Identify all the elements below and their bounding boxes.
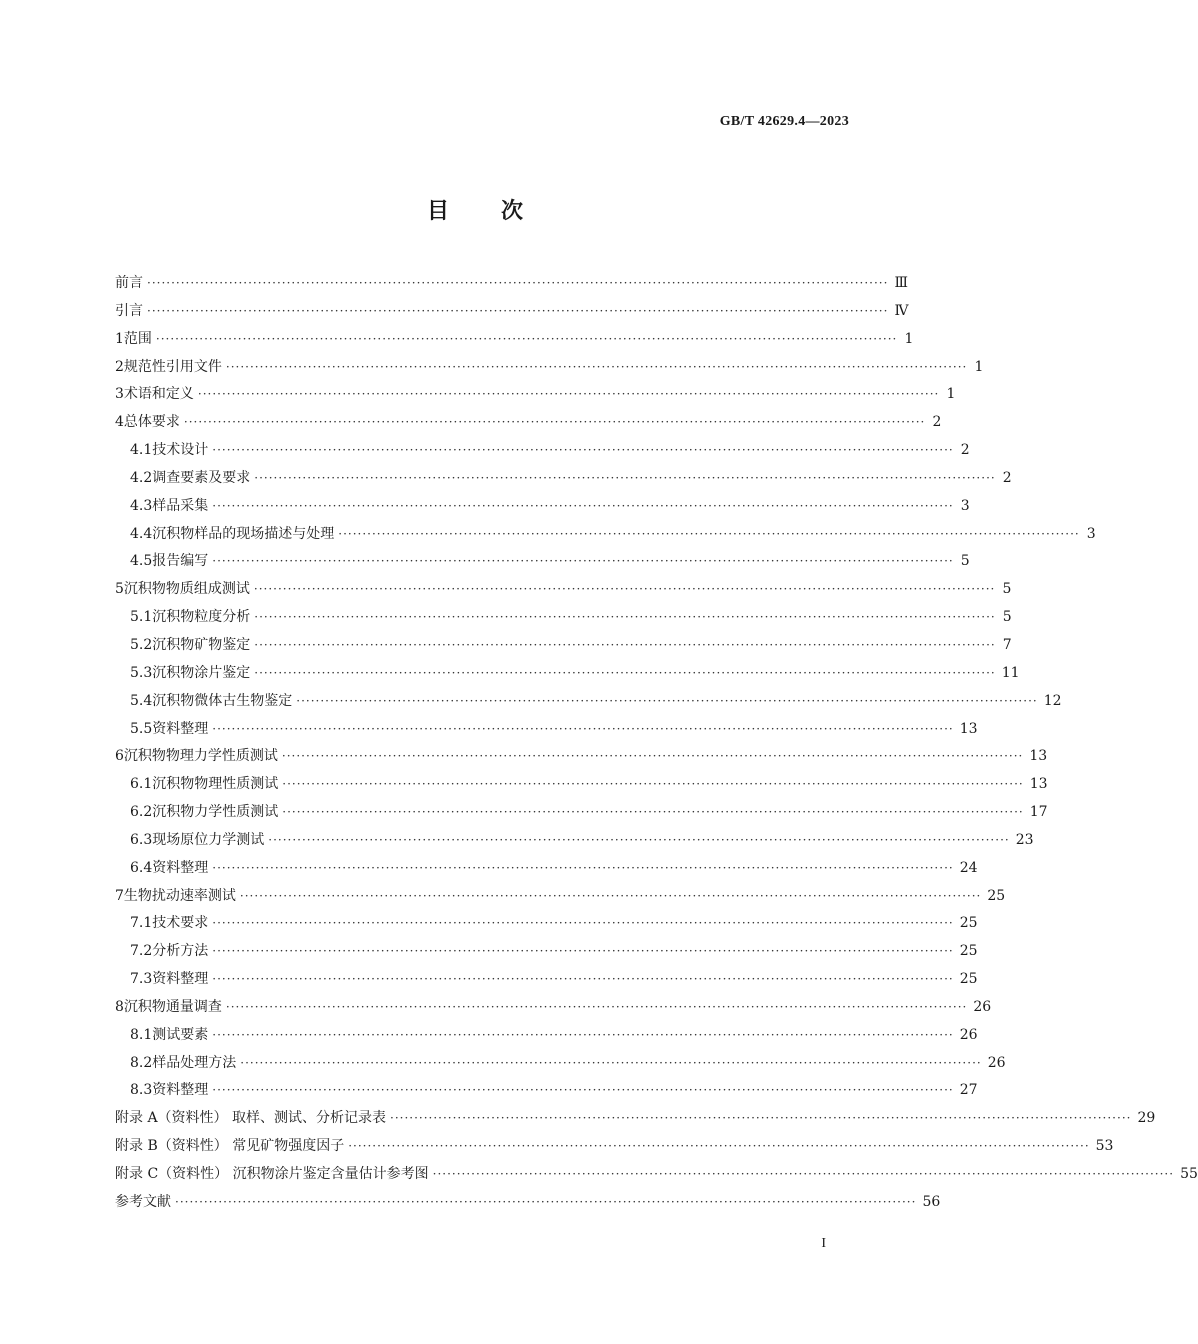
toc-entry-page: 25 xyxy=(959,971,978,988)
toc-entry-page: 25 xyxy=(987,887,1006,904)
toc-entry-page: 1 xyxy=(974,358,984,375)
toc-leader-dots xyxy=(212,1022,953,1050)
toc-entry-number: 8.3 xyxy=(130,1082,153,1099)
toc-entry-label: 参考文献 xyxy=(115,1193,171,1210)
toc-entry-number: 7.1 xyxy=(130,915,153,932)
toc-entry-label: 引言 xyxy=(115,302,143,319)
toc-entry-label: 现场原位力学测试 xyxy=(152,831,265,848)
toc-leader-dots xyxy=(240,883,981,911)
toc-entry-number: 2 xyxy=(115,358,124,375)
toc-leader-dots xyxy=(212,910,953,938)
toc-entry-page: 2 xyxy=(1002,469,1012,486)
toc-leader-dots xyxy=(212,855,953,883)
toc-leader-dots xyxy=(254,660,995,688)
toc-entry[interactable] xyxy=(115,660,1020,688)
toc-entry[interactable] xyxy=(115,632,1012,660)
toc-entry-page: 11 xyxy=(1001,664,1020,681)
toc-leader-dots xyxy=(212,1077,953,1105)
toc-entry-page: 26 xyxy=(973,998,992,1015)
toc-entry-page: 5 xyxy=(960,553,970,570)
toc-entry-page: 27 xyxy=(959,1082,978,1099)
toc-entry[interactable] xyxy=(115,381,956,409)
toc-entry-page: Ⅳ xyxy=(894,302,909,319)
toc-entry[interactable] xyxy=(115,1161,1198,1189)
toc-entry-label: 沉积物物理性质测试 xyxy=(152,776,279,793)
toc-entry[interactable] xyxy=(115,270,908,298)
toc-leader-dots xyxy=(433,1161,1174,1189)
page-number: I xyxy=(821,1236,826,1251)
toc-entry-page: Ⅲ xyxy=(894,275,908,291)
toc-entry-page: 2 xyxy=(932,414,942,431)
toc-entry[interactable] xyxy=(115,1189,941,1217)
toc-entry-number: 5.2 xyxy=(130,636,153,653)
toc-entry-label: 附录 A（资料性） 取样、测试、分析记录表 xyxy=(115,1110,387,1127)
toc-entry-page: 13 xyxy=(959,720,978,737)
toc-entry-page: 23 xyxy=(1015,831,1034,848)
toc-entry[interactable] xyxy=(115,604,1012,632)
toc-entry[interactable] xyxy=(115,966,978,994)
toc-entry-label: 沉积物物质组成测试 xyxy=(123,581,250,598)
toc-entry-label: 沉积物通量调查 xyxy=(123,998,222,1015)
toc-entry-label: 沉积物涂片鉴定 xyxy=(152,664,251,681)
toc-entry-number: 7 xyxy=(115,887,124,904)
toc-entry-label: 报告编写 xyxy=(152,553,209,570)
toc-entry-label: 样品处理方法 xyxy=(152,1054,237,1071)
toc-entry[interactable] xyxy=(115,688,1062,716)
toc-entry[interactable] xyxy=(115,994,992,1022)
toc-entry-number: 4.4 xyxy=(130,525,153,542)
toc-entry-label: 生物扰动速率测试 xyxy=(123,887,236,904)
toc-leader-dots xyxy=(282,799,1023,827)
toc-leader-dots xyxy=(268,827,1009,855)
toc-entry[interactable] xyxy=(115,354,984,382)
toc-entry-label: 范围 xyxy=(123,330,152,347)
toc-entry[interactable] xyxy=(115,1077,978,1105)
toc-entry-number: 5.4 xyxy=(130,692,153,709)
standard-code: GB/T 42629.4—2023 xyxy=(719,114,849,129)
toc-leader-dots xyxy=(282,743,1023,771)
toc-leader-dots xyxy=(212,548,953,576)
toc-leader-dots xyxy=(212,493,953,521)
toc-entry-page: 29 xyxy=(1137,1110,1156,1127)
toc-entry-page: 3 xyxy=(1086,525,1096,542)
toc-entry-page: 5 xyxy=(1002,609,1012,626)
toc-entry-number: 4.2 xyxy=(130,469,153,486)
toc-entry-page: 55 xyxy=(1180,1166,1198,1182)
toc-entry-page: 17 xyxy=(1029,804,1048,821)
toc-entry-label: 样品采集 xyxy=(152,497,209,514)
toc-entry[interactable] xyxy=(115,1022,978,1050)
toc-entry[interactable] xyxy=(115,771,1048,799)
toc-entry-page: 2 xyxy=(960,442,970,459)
toc-leader-dots xyxy=(296,688,1037,716)
toc-entry[interactable] xyxy=(115,716,978,744)
toc-entry[interactable] xyxy=(115,465,1012,493)
toc-entry-label: 规范性引用文件 xyxy=(123,358,222,375)
toc-entry-label: 资料整理 xyxy=(152,720,209,737)
toc-entry[interactable] xyxy=(115,910,978,938)
toc-entry-label: 资料整理 xyxy=(152,1082,209,1099)
toc-entry[interactable] xyxy=(115,827,1034,855)
toc-entry-label: 总体要求 xyxy=(123,414,180,431)
toc-entry-page: 24 xyxy=(959,859,978,876)
toc-entry[interactable] xyxy=(115,1105,1156,1133)
toc-leader-dots xyxy=(254,604,995,632)
toc-entry-number: 7.3 xyxy=(130,971,153,988)
toc-entry-number: 5 xyxy=(115,581,124,598)
toc-leader-dots xyxy=(240,1050,981,1078)
toc-entry[interactable] xyxy=(115,437,970,465)
toc-entry[interactable] xyxy=(115,576,1012,604)
toc-entry-number: 4.3 xyxy=(130,497,153,514)
toc-entry[interactable] xyxy=(115,409,942,437)
toc-leader-dots xyxy=(212,966,953,994)
toc-entry-page: 56 xyxy=(922,1193,941,1210)
toc-entry-label: 资料整理 xyxy=(152,859,209,876)
toc-entry-label: 沉积物样品的现场描述与处理 xyxy=(152,525,335,542)
title-char-2: 次 xyxy=(501,199,524,224)
toc-entry[interactable] xyxy=(115,1050,1006,1078)
toc-entry-page: 25 xyxy=(959,943,978,960)
toc-leader-dots xyxy=(175,1189,916,1217)
toc-entry-page: 1 xyxy=(904,330,914,347)
toc-leader-dots xyxy=(282,771,1023,799)
toc-leader-dots xyxy=(184,409,925,437)
table-of-contents xyxy=(115,270,1198,1217)
toc-entry-number: 7.2 xyxy=(130,943,153,960)
toc-entry[interactable] xyxy=(115,743,1048,771)
toc-entry-page: 25 xyxy=(959,915,978,932)
toc-entry-number: 5.3 xyxy=(130,664,153,681)
toc-entry-number: 4.5 xyxy=(130,553,153,570)
toc-entry[interactable] xyxy=(115,521,1096,549)
toc-entry-label: 沉积物力学性质测试 xyxy=(152,804,279,821)
toc-entry-label: 沉积物微体古生物鉴定 xyxy=(152,692,293,709)
toc-leader-dots xyxy=(254,576,995,604)
toc-leader-dots xyxy=(212,716,953,744)
toc-entry-label: 沉积物物理力学性质测试 xyxy=(123,748,278,765)
toc-entry-page: 26 xyxy=(987,1054,1006,1071)
title-char-1: 目 xyxy=(426,199,449,224)
toc-entry[interactable] xyxy=(115,855,978,883)
toc-leader-dots xyxy=(147,270,888,298)
toc-entry-number: 6 xyxy=(115,748,124,765)
toc-leader-dots xyxy=(198,381,939,409)
toc-entry[interactable] xyxy=(115,1133,1114,1161)
toc-entry-page: 13 xyxy=(1029,748,1048,765)
toc-entry-label: 测试要素 xyxy=(152,1026,209,1043)
toc-leader-dots xyxy=(226,994,967,1022)
page-title xyxy=(0,194,950,225)
toc-entry-label: 附录 B（资料性） 常见矿物强度因子 xyxy=(115,1138,345,1155)
toc-entry[interactable] xyxy=(115,883,1006,911)
toc-entry-page: 13 xyxy=(1029,776,1048,793)
toc-entry[interactable] xyxy=(115,548,970,576)
toc-entry-number: 8.2 xyxy=(130,1054,153,1071)
toc-entry-number: 6.2 xyxy=(130,804,153,821)
toc-entry-label: 资料整理 xyxy=(152,971,209,988)
toc-entry-number: 4.1 xyxy=(130,442,153,459)
toc-entry-label: 前言 xyxy=(115,275,143,291)
toc-entry-label: 附录 C（资料性） 沉积物涂片鉴定含量估计参考图 xyxy=(115,1166,429,1182)
toc-entry[interactable] xyxy=(115,938,978,966)
toc-leader-dots xyxy=(338,521,1079,549)
toc-entry-label: 沉积物粒度分析 xyxy=(152,609,251,626)
toc-entry-page: 1 xyxy=(946,386,956,403)
toc-entry-label: 沉积物矿物鉴定 xyxy=(152,636,251,653)
toc-entry[interactable] xyxy=(115,493,970,521)
toc-leader-dots xyxy=(254,632,995,660)
toc-entry[interactable] xyxy=(115,799,1048,827)
toc-entry-number: 8.1 xyxy=(130,1026,153,1043)
toc-entry-page: 3 xyxy=(960,497,970,514)
toc-leader-dots xyxy=(390,1105,1131,1133)
toc-entry-label: 调查要素及要求 xyxy=(152,469,251,486)
toc-entry-number: 6.1 xyxy=(130,776,153,793)
toc-leader-dots xyxy=(254,465,995,493)
toc-entry-number: 5.5 xyxy=(130,720,153,737)
toc-entry-label: 术语和定义 xyxy=(123,386,194,403)
toc-entry-number: 6.3 xyxy=(130,831,153,848)
toc-leader-dots xyxy=(147,298,888,326)
toc-entry-number: 6.4 xyxy=(130,859,153,876)
toc-leader-dots xyxy=(212,437,953,465)
toc-entry-number: 1 xyxy=(115,330,124,347)
toc-entry[interactable] xyxy=(115,326,914,354)
toc-entry-page: 7 xyxy=(1002,636,1012,653)
toc-entry-page: 26 xyxy=(959,1026,978,1043)
toc-leader-dots xyxy=(348,1133,1089,1161)
toc-leader-dots xyxy=(212,938,953,966)
toc-entry-number: 4 xyxy=(115,414,124,431)
toc-entry-label: 技术设计 xyxy=(152,442,209,459)
toc-entry-label: 分析方法 xyxy=(152,943,209,960)
toc-entry-page: 12 xyxy=(1043,692,1062,709)
toc-entry-label: 技术要求 xyxy=(152,915,209,932)
toc-entry-page: 53 xyxy=(1095,1138,1114,1155)
toc-entry[interactable] xyxy=(115,298,909,326)
toc-entry-number: 8 xyxy=(115,998,124,1015)
toc-entry-page: 5 xyxy=(1002,581,1012,598)
toc-leader-dots xyxy=(156,326,897,354)
toc-entry-number: 5.1 xyxy=(130,609,153,626)
toc-leader-dots xyxy=(226,354,967,382)
toc-entry-number: 3 xyxy=(115,386,124,403)
